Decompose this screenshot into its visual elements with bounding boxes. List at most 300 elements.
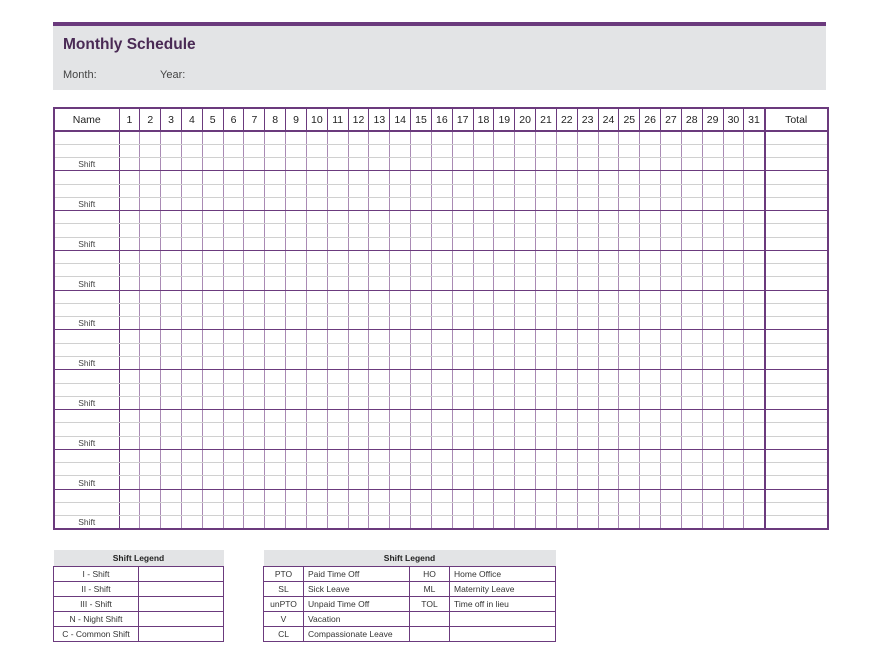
day-cell[interactable]	[744, 264, 765, 277]
day-cell[interactable]	[390, 303, 411, 316]
day-cell[interactable]	[223, 370, 244, 383]
day-cell[interactable]	[265, 449, 286, 462]
day-cell[interactable]	[723, 410, 744, 423]
total-cell[interactable]	[765, 277, 828, 290]
day-cell[interactable]	[244, 303, 265, 316]
day-cell[interactable]	[306, 211, 327, 224]
day-cell[interactable]	[202, 396, 223, 409]
day-cell[interactable]	[369, 330, 390, 343]
day-cell[interactable]	[681, 436, 702, 449]
day-cell[interactable]	[619, 489, 640, 502]
total-cell[interactable]	[765, 303, 828, 316]
day-cell[interactable]	[577, 410, 598, 423]
day-cell[interactable]	[348, 476, 369, 489]
day-cell[interactable]	[473, 290, 494, 303]
day-cell[interactable]	[119, 211, 140, 224]
day-cell[interactable]	[494, 463, 515, 476]
day-cell[interactable]	[161, 383, 182, 396]
day-cell[interactable]	[661, 396, 682, 409]
day-cell[interactable]	[619, 144, 640, 157]
day-cell[interactable]	[265, 184, 286, 197]
day-cell[interactable]	[431, 463, 452, 476]
day-cell[interactable]	[723, 250, 744, 263]
day-cell[interactable]	[369, 423, 390, 436]
day-cell[interactable]	[598, 476, 619, 489]
day-cell[interactable]	[494, 290, 515, 303]
day-cell[interactable]	[723, 383, 744, 396]
day-cell[interactable]	[452, 383, 473, 396]
day-cell[interactable]	[161, 330, 182, 343]
day-cell[interactable]	[140, 370, 161, 383]
day-cell[interactable]	[306, 250, 327, 263]
day-cell[interactable]	[577, 476, 598, 489]
day-cell[interactable]	[515, 423, 536, 436]
day-cell[interactable]	[619, 423, 640, 436]
day-cell[interactable]	[473, 171, 494, 184]
day-cell[interactable]	[473, 423, 494, 436]
day-cell[interactable]	[744, 303, 765, 316]
day-cell[interactable]	[327, 224, 348, 237]
day-cell[interactable]	[348, 224, 369, 237]
day-cell[interactable]	[181, 370, 202, 383]
day-cell[interactable]	[327, 502, 348, 515]
day-cell[interactable]	[244, 357, 265, 370]
day-cell[interactable]	[411, 144, 432, 157]
day-cell[interactable]	[661, 502, 682, 515]
day-cell[interactable]	[640, 357, 661, 370]
day-cell[interactable]	[556, 277, 577, 290]
day-cell[interactable]	[161, 502, 182, 515]
day-cell[interactable]	[140, 330, 161, 343]
day-cell[interactable]	[390, 237, 411, 250]
day-cell[interactable]	[494, 237, 515, 250]
day-cell[interactable]	[411, 317, 432, 330]
day-cell[interactable]	[286, 449, 307, 462]
day-cell[interactable]	[244, 131, 265, 144]
day-cell[interactable]	[140, 317, 161, 330]
day-cell[interactable]	[140, 476, 161, 489]
day-cell[interactable]	[181, 410, 202, 423]
day-cell[interactable]	[598, 250, 619, 263]
day-cell[interactable]	[411, 171, 432, 184]
day-cell[interactable]	[577, 489, 598, 502]
day-cell[interactable]	[640, 171, 661, 184]
day-cell[interactable]	[223, 250, 244, 263]
day-cell[interactable]	[306, 396, 327, 409]
day-cell[interactable]	[598, 396, 619, 409]
day-cell[interactable]	[390, 184, 411, 197]
day-cell[interactable]	[702, 423, 723, 436]
day-cell[interactable]	[327, 144, 348, 157]
day-cell[interactable]	[265, 516, 286, 529]
day-cell[interactable]	[681, 476, 702, 489]
day-cell[interactable]	[181, 184, 202, 197]
day-cell[interactable]	[306, 144, 327, 157]
day-cell[interactable]	[515, 250, 536, 263]
day-cell[interactable]	[536, 303, 557, 316]
day-cell[interactable]	[348, 410, 369, 423]
day-cell[interactable]	[556, 357, 577, 370]
day-cell[interactable]	[431, 224, 452, 237]
day-cell[interactable]	[577, 343, 598, 356]
day-cell[interactable]	[286, 476, 307, 489]
total-cell[interactable]	[765, 197, 828, 210]
day-cell[interactable]	[286, 502, 307, 515]
day-cell[interactable]	[556, 370, 577, 383]
day-cell[interactable]	[140, 290, 161, 303]
day-cell[interactable]	[369, 449, 390, 462]
day-cell[interactable]	[744, 436, 765, 449]
day-cell[interactable]	[306, 303, 327, 316]
day-cell[interactable]	[431, 476, 452, 489]
day-cell[interactable]	[702, 410, 723, 423]
day-cell[interactable]	[598, 370, 619, 383]
day-cell[interactable]	[140, 277, 161, 290]
day-cell[interactable]	[681, 463, 702, 476]
day-cell[interactable]	[244, 502, 265, 515]
day-cell[interactable]	[161, 211, 182, 224]
day-cell[interactable]	[536, 476, 557, 489]
day-cell[interactable]	[348, 330, 369, 343]
day-cell[interactable]	[327, 211, 348, 224]
day-cell[interactable]	[369, 144, 390, 157]
day-cell[interactable]	[744, 237, 765, 250]
day-cell[interactable]	[473, 370, 494, 383]
day-cell[interactable]	[202, 184, 223, 197]
day-cell[interactable]	[431, 449, 452, 462]
day-cell[interactable]	[681, 396, 702, 409]
day-cell[interactable]	[306, 197, 327, 210]
day-cell[interactable]	[702, 317, 723, 330]
day-cell[interactable]	[306, 370, 327, 383]
day-cell[interactable]	[223, 357, 244, 370]
day-cell[interactable]	[515, 330, 536, 343]
day-cell[interactable]	[536, 184, 557, 197]
day-cell[interactable]	[327, 516, 348, 529]
day-cell[interactable]	[702, 171, 723, 184]
day-cell[interactable]	[619, 277, 640, 290]
day-cell[interactable]	[681, 211, 702, 224]
day-cell[interactable]	[723, 158, 744, 171]
day-cell[interactable]	[473, 197, 494, 210]
day-cell[interactable]	[119, 463, 140, 476]
day-cell[interactable]	[723, 463, 744, 476]
day-cell[interactable]	[661, 131, 682, 144]
day-cell[interactable]	[286, 383, 307, 396]
day-cell[interactable]	[411, 357, 432, 370]
day-cell[interactable]	[598, 158, 619, 171]
day-cell[interactable]	[452, 330, 473, 343]
day-cell[interactable]	[348, 184, 369, 197]
day-cell[interactable]	[223, 211, 244, 224]
day-cell[interactable]	[494, 410, 515, 423]
day-cell[interactable]	[244, 224, 265, 237]
day-cell[interactable]	[431, 171, 452, 184]
day-cell[interactable]	[223, 303, 244, 316]
day-cell[interactable]	[140, 396, 161, 409]
day-cell[interactable]	[161, 396, 182, 409]
day-cell[interactable]	[244, 423, 265, 436]
day-cell[interactable]	[202, 449, 223, 462]
day-cell[interactable]	[494, 184, 515, 197]
name-cell[interactable]	[54, 330, 119, 343]
total-cell[interactable]	[765, 423, 828, 436]
day-cell[interactable]	[306, 158, 327, 171]
day-cell[interactable]	[265, 197, 286, 210]
day-cell[interactable]	[452, 237, 473, 250]
day-cell[interactable]	[536, 383, 557, 396]
day-cell[interactable]	[452, 396, 473, 409]
day-cell[interactable]	[369, 357, 390, 370]
day-cell[interactable]	[119, 131, 140, 144]
day-cell[interactable]	[515, 502, 536, 515]
day-cell[interactable]	[411, 158, 432, 171]
day-cell[interactable]	[306, 463, 327, 476]
day-cell[interactable]	[431, 330, 452, 343]
day-cell[interactable]	[619, 171, 640, 184]
total-cell[interactable]	[765, 502, 828, 515]
day-cell[interactable]	[369, 277, 390, 290]
day-cell[interactable]	[702, 330, 723, 343]
day-cell[interactable]	[702, 463, 723, 476]
day-cell[interactable]	[119, 436, 140, 449]
day-cell[interactable]	[348, 237, 369, 250]
day-cell[interactable]	[473, 303, 494, 316]
day-cell[interactable]	[119, 330, 140, 343]
day-cell[interactable]	[619, 237, 640, 250]
day-cell[interactable]	[515, 396, 536, 409]
day-cell[interactable]	[494, 343, 515, 356]
day-cell[interactable]	[286, 184, 307, 197]
day-cell[interactable]	[390, 197, 411, 210]
day-cell[interactable]	[744, 357, 765, 370]
day-cell[interactable]	[244, 410, 265, 423]
day-cell[interactable]	[265, 211, 286, 224]
day-cell[interactable]	[515, 237, 536, 250]
day-cell[interactable]	[202, 237, 223, 250]
day-cell[interactable]	[202, 250, 223, 263]
day-cell[interactable]	[161, 171, 182, 184]
day-cell[interactable]	[640, 516, 661, 529]
day-cell[interactable]	[390, 277, 411, 290]
day-cell[interactable]	[161, 476, 182, 489]
day-cell[interactable]	[723, 211, 744, 224]
day-cell[interactable]	[702, 277, 723, 290]
day-cell[interactable]	[390, 396, 411, 409]
day-cell[interactable]	[702, 357, 723, 370]
day-cell[interactable]	[140, 158, 161, 171]
day-cell[interactable]	[640, 396, 661, 409]
day-cell[interactable]	[640, 144, 661, 157]
day-cell[interactable]	[536, 250, 557, 263]
day-cell[interactable]	[661, 197, 682, 210]
day-cell[interactable]	[223, 277, 244, 290]
day-cell[interactable]	[348, 502, 369, 515]
day-cell[interactable]	[619, 383, 640, 396]
day-cell[interactable]	[681, 290, 702, 303]
day-cell[interactable]	[619, 436, 640, 449]
day-cell[interactable]	[244, 264, 265, 277]
day-cell[interactable]	[161, 264, 182, 277]
day-cell[interactable]	[202, 171, 223, 184]
day-cell[interactable]	[140, 264, 161, 277]
day-cell[interactable]	[202, 330, 223, 343]
day-cell[interactable]	[390, 158, 411, 171]
day-cell[interactable]	[348, 423, 369, 436]
day-cell[interactable]	[348, 250, 369, 263]
day-cell[interactable]	[619, 357, 640, 370]
day-cell[interactable]	[702, 144, 723, 157]
name-cell[interactable]	[54, 370, 119, 383]
day-cell[interactable]	[181, 237, 202, 250]
day-cell[interactable]	[306, 383, 327, 396]
day-cell[interactable]	[327, 264, 348, 277]
day-cell[interactable]	[661, 410, 682, 423]
day-cell[interactable]	[681, 330, 702, 343]
day-cell[interactable]	[390, 436, 411, 449]
day-cell[interactable]	[577, 264, 598, 277]
day-cell[interactable]	[473, 516, 494, 529]
day-cell[interactable]	[223, 436, 244, 449]
day-cell[interactable]	[140, 343, 161, 356]
day-cell[interactable]	[431, 303, 452, 316]
day-cell[interactable]	[577, 303, 598, 316]
day-cell[interactable]	[598, 383, 619, 396]
day-cell[interactable]	[452, 516, 473, 529]
day-cell[interactable]	[661, 449, 682, 462]
total-cell[interactable]	[765, 516, 828, 529]
day-cell[interactable]	[390, 423, 411, 436]
day-cell[interactable]	[181, 277, 202, 290]
day-cell[interactable]	[577, 144, 598, 157]
day-cell[interactable]	[640, 423, 661, 436]
day-cell[interactable]	[723, 449, 744, 462]
day-cell[interactable]	[661, 250, 682, 263]
day-cell[interactable]	[306, 237, 327, 250]
day-cell[interactable]	[640, 264, 661, 277]
day-cell[interactable]	[556, 184, 577, 197]
day-cell[interactable]	[681, 131, 702, 144]
day-cell[interactable]	[702, 184, 723, 197]
day-cell[interactable]	[556, 224, 577, 237]
day-cell[interactable]	[411, 436, 432, 449]
day-cell[interactable]	[286, 516, 307, 529]
day-cell[interactable]	[223, 463, 244, 476]
day-cell[interactable]	[494, 502, 515, 515]
day-cell[interactable]	[723, 330, 744, 343]
day-cell[interactable]	[431, 343, 452, 356]
day-cell[interactable]	[452, 171, 473, 184]
day-cell[interactable]	[286, 343, 307, 356]
day-cell[interactable]	[327, 330, 348, 343]
day-cell[interactable]	[702, 383, 723, 396]
name-cell[interactable]	[54, 502, 119, 515]
day-cell[interactable]	[536, 463, 557, 476]
day-cell[interactable]	[286, 250, 307, 263]
day-cell[interactable]	[681, 423, 702, 436]
day-cell[interactable]	[119, 383, 140, 396]
day-cell[interactable]	[390, 317, 411, 330]
day-cell[interactable]	[452, 410, 473, 423]
day-cell[interactable]	[202, 410, 223, 423]
day-cell[interactable]	[161, 449, 182, 462]
day-cell[interactable]	[681, 410, 702, 423]
day-cell[interactable]	[598, 343, 619, 356]
day-cell[interactable]	[411, 290, 432, 303]
day-cell[interactable]	[181, 250, 202, 263]
day-cell[interactable]	[265, 502, 286, 515]
day-cell[interactable]	[265, 423, 286, 436]
day-cell[interactable]	[244, 317, 265, 330]
day-cell[interactable]	[723, 224, 744, 237]
day-cell[interactable]	[306, 317, 327, 330]
day-cell[interactable]	[223, 224, 244, 237]
day-cell[interactable]	[411, 383, 432, 396]
day-cell[interactable]	[515, 264, 536, 277]
day-cell[interactable]	[181, 357, 202, 370]
day-cell[interactable]	[390, 463, 411, 476]
day-cell[interactable]	[744, 250, 765, 263]
day-cell[interactable]	[181, 396, 202, 409]
day-cell[interactable]	[494, 489, 515, 502]
day-cell[interactable]	[577, 370, 598, 383]
day-cell[interactable]	[536, 357, 557, 370]
day-cell[interactable]	[494, 264, 515, 277]
day-cell[interactable]	[140, 436, 161, 449]
day-cell[interactable]	[223, 489, 244, 502]
day-cell[interactable]	[140, 197, 161, 210]
day-cell[interactable]	[265, 277, 286, 290]
day-cell[interactable]	[390, 449, 411, 462]
total-cell[interactable]	[765, 237, 828, 250]
day-cell[interactable]	[744, 476, 765, 489]
day-cell[interactable]	[119, 317, 140, 330]
day-cell[interactable]	[744, 343, 765, 356]
day-cell[interactable]	[744, 211, 765, 224]
day-cell[interactable]	[556, 171, 577, 184]
day-cell[interactable]	[181, 211, 202, 224]
day-cell[interactable]	[515, 303, 536, 316]
day-cell[interactable]	[515, 211, 536, 224]
day-cell[interactable]	[494, 211, 515, 224]
day-cell[interactable]	[536, 211, 557, 224]
day-cell[interactable]	[161, 144, 182, 157]
day-cell[interactable]	[161, 131, 182, 144]
day-cell[interactable]	[411, 502, 432, 515]
day-cell[interactable]	[661, 290, 682, 303]
day-cell[interactable]	[598, 516, 619, 529]
day-cell[interactable]	[265, 131, 286, 144]
day-cell[interactable]	[286, 370, 307, 383]
day-cell[interactable]	[327, 197, 348, 210]
day-cell[interactable]	[244, 144, 265, 157]
day-cell[interactable]	[390, 211, 411, 224]
day-cell[interactable]	[536, 449, 557, 462]
day-cell[interactable]	[286, 277, 307, 290]
day-cell[interactable]	[265, 224, 286, 237]
day-cell[interactable]	[619, 290, 640, 303]
day-cell[interactable]	[181, 171, 202, 184]
day-cell[interactable]	[244, 436, 265, 449]
day-cell[interactable]	[181, 264, 202, 277]
day-cell[interactable]	[515, 144, 536, 157]
day-cell[interactable]	[327, 449, 348, 462]
day-cell[interactable]	[390, 224, 411, 237]
day-cell[interactable]	[286, 211, 307, 224]
day-cell[interactable]	[390, 476, 411, 489]
day-cell[interactable]	[161, 463, 182, 476]
name-cell[interactable]	[54, 423, 119, 436]
